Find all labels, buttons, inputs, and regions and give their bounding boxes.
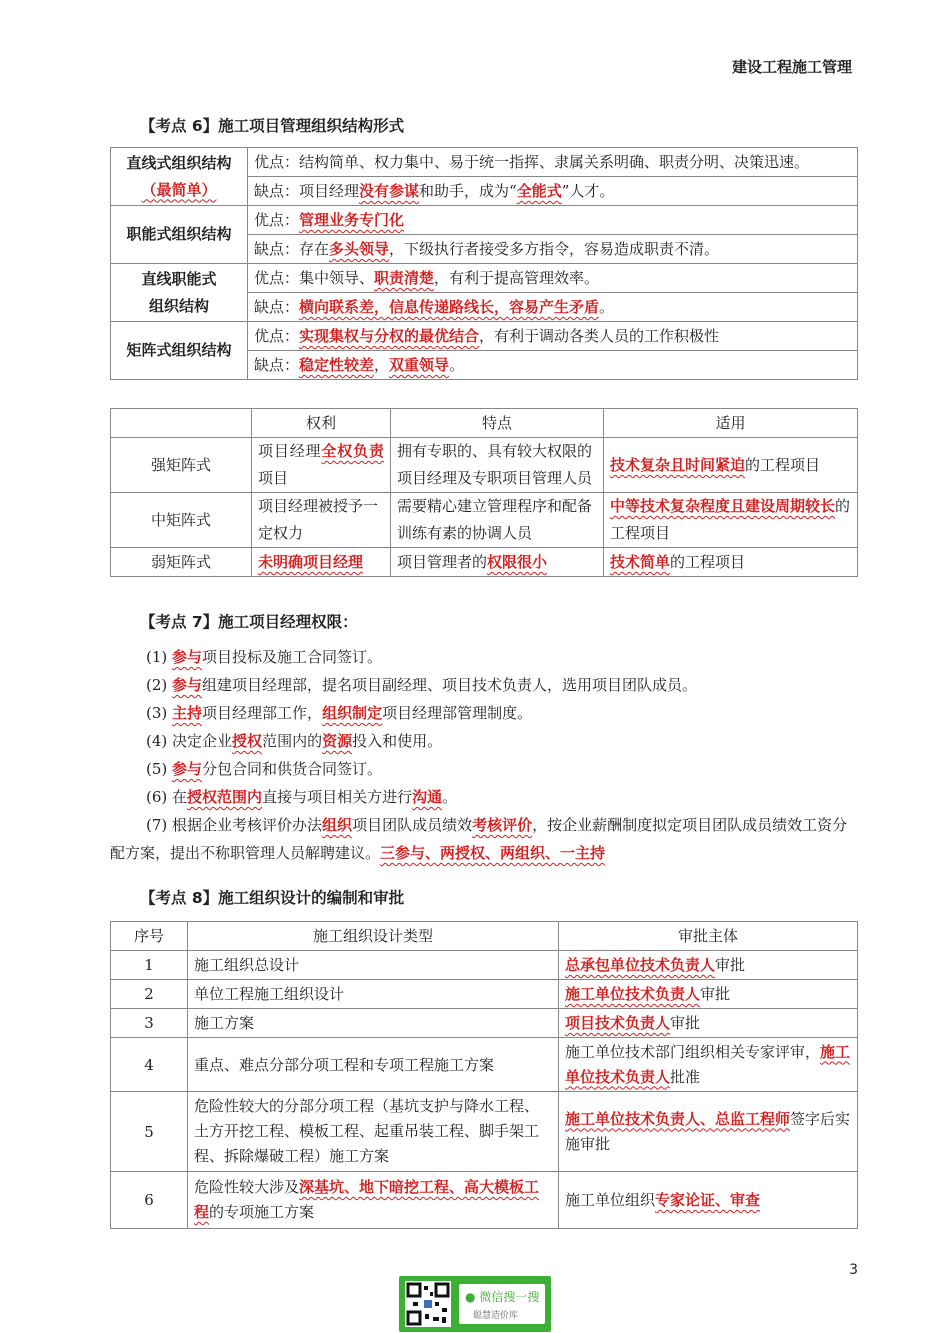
matrix-type: 弱矩阵式 (111, 548, 252, 577)
list-item: (7) 根据企业考核评价办法组织项目团队成员绩效考核评价，按企业薪酬制度拟定项目团队成员绩效工资分配方案，提出不称职管理人员解聘建议。三参与、两授权、两组织、一主持 (110, 816, 848, 862)
matrix-type: 强矩阵式 (111, 438, 252, 493)
design-approve: 总承包单位技术负责人审批 (559, 951, 858, 980)
matrix-feature: 项目管理者的权限很小 (391, 548, 604, 577)
org-structure-table (110, 147, 858, 380)
design-type: 危险性较大涉及深基坑、地下暗挖工程、高大模板工程的专项施工方案 (188, 1172, 559, 1229)
design-no: 3 (111, 1009, 188, 1038)
matrix-header: 权利 (252, 409, 391, 438)
matrix-header: 特点 (391, 409, 604, 438)
list-item: (2) 参与组建项目经理部，提名项目副经理、项目技术负责人，选用项目团队成员。 (146, 676, 698, 694)
design-no: 5 (111, 1092, 188, 1172)
matrix-apply: 技术复杂且时间紧迫的工程项目 (604, 438, 858, 493)
list-item: (3) 主持项目经理部工作，组织制定项目经理部管理制度。 (146, 704, 533, 722)
page-number: 3 (849, 1262, 858, 1278)
row-label: 直线式组织结构 （最简单） (111, 148, 248, 206)
matrix-right: 项目经理全权负责项目 (252, 438, 391, 493)
matrix-feature: 拥有专职的、具有较大权限的项目经理及专职项目管理人员 (391, 438, 604, 493)
design-header: 序号 (111, 922, 188, 951)
design-approve: 施工单位技术负责人、总监工程师签字后实施审批 (559, 1092, 858, 1172)
design-type: 危险性较大的分部分项工程（基坑支护与降水工程、土方开挖工程、模板工程、起重吊装工程、脚手架工程、拆除爆破工程）施工方案 (188, 1092, 559, 1172)
list-item: (4) 决定企业授权范围内的资源投入和使用。 (146, 732, 443, 750)
wechat-search-label: ● 微信搜一搜 聪慧造价库 (459, 1284, 545, 1324)
manager-authority-list (110, 643, 860, 867)
matrix-table (110, 408, 858, 577)
qr-code-icon (405, 1281, 451, 1327)
pro-cell: 优点：实现集权与分权的最优结合，有利于调动各类人员的工作积极性 (248, 322, 858, 351)
con-cell: 缺点：项目经理没有参谋和助手，成为“全能式”人才。 (248, 177, 858, 206)
section8-heading: 【考点 8】施工组织设计的编制和审批 (140, 889, 405, 907)
matrix-feature: 需要精心建立管理程序和配备训练有素的协调人员 (391, 493, 604, 548)
pro-cell: 优点：结构简单、权力集中、易于统一指挥、隶属关系明确、职责分明、决策迅速。 (248, 148, 858, 177)
construction-design-table (110, 921, 858, 1229)
section7-heading: 【考点 7】施工项目经理权限： (140, 613, 358, 631)
pro-cell: 优点：管理业务专门化 (248, 206, 858, 235)
design-approve: 施工单位技术负责人审批 (559, 980, 858, 1009)
matrix-header (111, 409, 252, 438)
section6-heading: 【考点 6】施工项目管理组织结构形式 (140, 117, 405, 135)
con-cell: 缺点：存在多头领导，下级执行者接受多方指令，容易造成职责不清。 (248, 235, 858, 264)
design-no: 1 (111, 951, 188, 980)
design-type: 施工组织总设计 (188, 951, 559, 980)
list-item: (5) 参与分包合同和供货合同签订。 (146, 760, 383, 778)
row-label: 矩阵式组织结构 (111, 322, 248, 380)
design-approve: 项目技术负责人审批 (559, 1009, 858, 1038)
header-title: 建设工程施工管理 (731, 58, 852, 76)
pro-cell: 优点：集中领导、职责清楚，有利于提高管理效率。 (248, 264, 858, 293)
design-type: 施工方案 (188, 1009, 559, 1038)
design-type: 重点、难点分部分项工程和专项工程施工方案 (188, 1038, 559, 1092)
con-cell: 缺点：横向联系差，信息传递路线长，容易产生矛盾。 (248, 293, 858, 322)
list-item: (6) 在授权范围内直接与项目相关方进行沟通。 (146, 788, 458, 806)
design-type: 单位工程施工组织设计 (188, 980, 559, 1009)
design-approve: 施工单位组织专家论证、审查 (559, 1172, 858, 1229)
wechat-search-banner[interactable] (399, 1276, 551, 1332)
design-no: 6 (111, 1172, 188, 1229)
design-approve: 施工单位技术部门组织相关专家评审，施工单位技术负责人批准 (559, 1038, 858, 1092)
design-no: 4 (111, 1038, 188, 1092)
con-cell: 缺点：稳定性较差，双重领导。 (248, 351, 858, 380)
matrix-type: 中矩阵式 (111, 493, 252, 548)
list-item: (1) 参与项目投标及施工合同签订。 (146, 648, 383, 666)
wechat-icon: ● (465, 1290, 476, 1304)
matrix-right: 未明确项目经理 (252, 548, 391, 577)
matrix-apply: 中等技术复杂程度且建设周期较长的工程项目 (604, 493, 858, 548)
row-label: 职能式组织结构 (111, 206, 248, 264)
design-header: 审批主体 (559, 922, 858, 951)
matrix-apply: 技术简单的工程项目 (604, 548, 858, 577)
design-header: 施工组织设计类型 (188, 922, 559, 951)
row-label: 直线职能式 组织结构 (111, 264, 248, 322)
matrix-right: 项目经理被授予一定权力 (252, 493, 391, 548)
matrix-header: 适用 (604, 409, 858, 438)
design-no: 2 (111, 980, 188, 1009)
